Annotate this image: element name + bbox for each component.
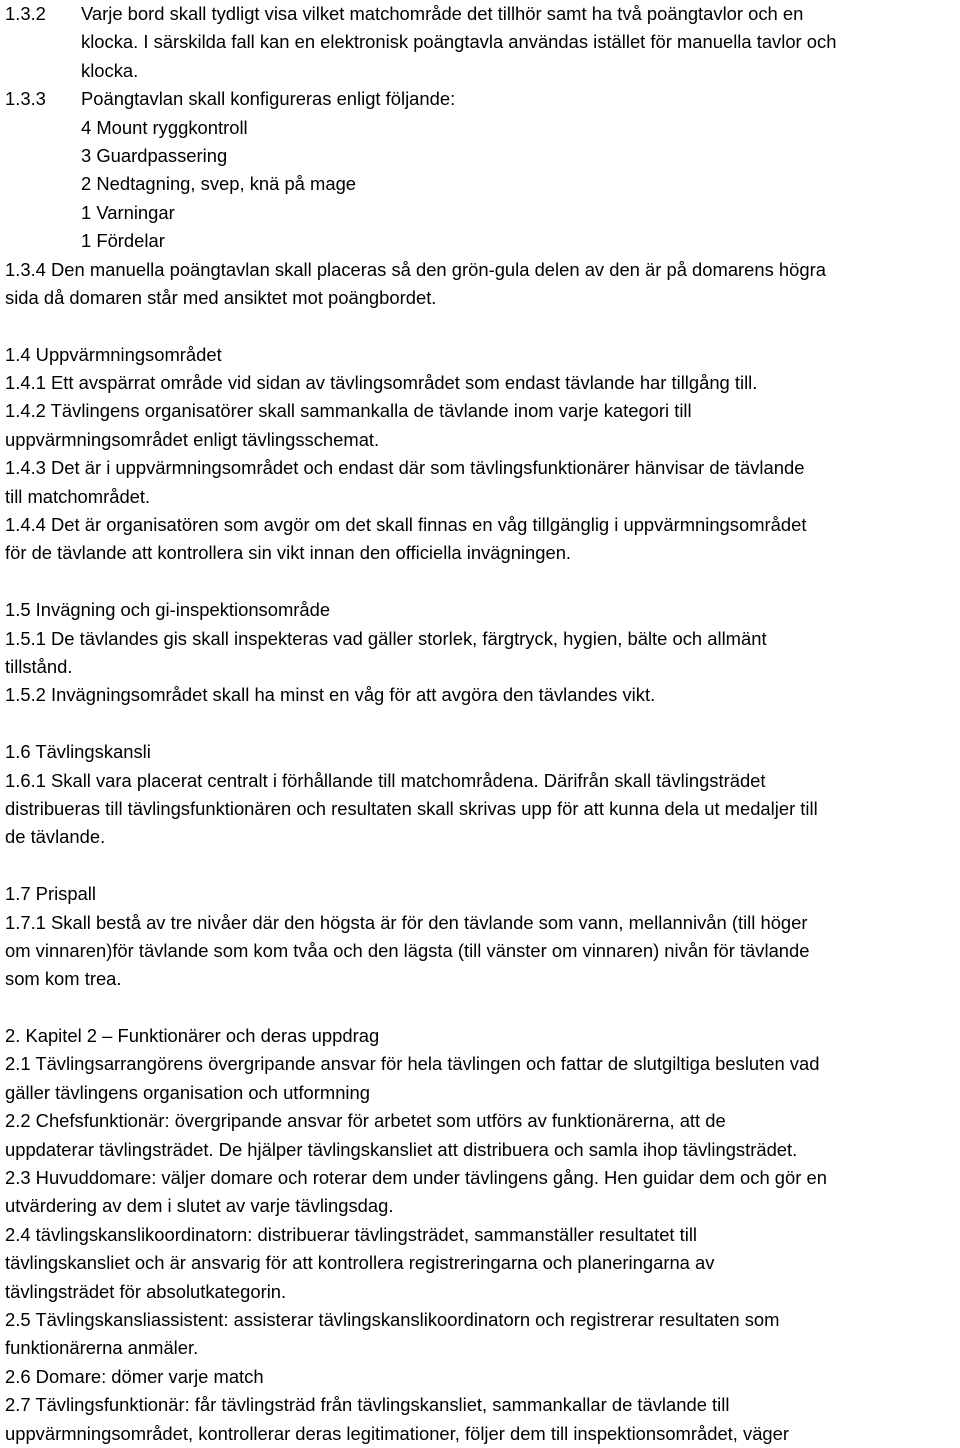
text-line: 1.4.1 Ett avspärrat område vid sidan av tävlingsområdet som endast tävlande har tillgång till. bbox=[5, 372, 758, 394]
text-line: 2.2 Chefsfunktionär: övergripande ansvar för arbetet som utförs av funktionärerna, att de bbox=[5, 1110, 726, 1132]
line-text: Varje bord skall tydligt visa vilket matchområde det tillhör samt ha två poängtavlor och en bbox=[81, 3, 804, 24]
text-line bbox=[5, 170, 955, 198]
text-line bbox=[5, 142, 955, 170]
text-line: 2.5 Tävlingskansliassistent: assisterar tävlingskanslikoordinatorn och registrerar resultaten som bbox=[5, 1308, 780, 1330]
paragraph-spacer bbox=[5, 312, 955, 340]
text-line: sida då domaren står med ansiktet mot poängbordet. bbox=[5, 286, 437, 308]
line-text: 1 Fördelar bbox=[81, 230, 165, 252]
text-line: uppvärmningsområdet enligt tävlingsschemat. bbox=[5, 428, 380, 450]
text-line: 1.4.2 Tävlingens organisatörer skall sammankalla de tävlande inom varje kategori till bbox=[5, 400, 692, 422]
item-number: 1.3.2 bbox=[5, 3, 46, 24]
text-line: 1.3.4 Den manuella poängtavlan skall placeras så den grön-gula delen av den är på domarens högra bbox=[5, 258, 826, 280]
section-heading: 1.6 Tävlingskansli bbox=[5, 741, 151, 763]
text-line: tillstånd. bbox=[5, 655, 73, 677]
text-line: gäller tävlingens organisation och utformning bbox=[5, 1081, 370, 1103]
chapter-heading: 2. Kapitel 2 – Funktionärer och deras uppdrag bbox=[5, 1025, 380, 1047]
section-heading: 1.7 Prispall bbox=[5, 883, 96, 905]
line-text: klocka. bbox=[81, 59, 139, 81]
text-line: tävlingskansliet och är ansvarig för att kontrollera registreringarna och planeringarna av bbox=[5, 1252, 715, 1274]
text-line: de tävlande. bbox=[5, 826, 106, 848]
text-line: 2.3 Huvuddomare: väljer domare och roterar dem under tävlingens gång. Hen guidar dem och gör en bbox=[5, 1167, 827, 1189]
paragraph-spacer bbox=[5, 852, 955, 880]
item-number: 1.3.3 bbox=[5, 88, 46, 110]
document-page bbox=[5, 0, 955, 1448]
text-line: 2.6 Domare: dömer varje match bbox=[5, 1365, 264, 1387]
line-text: Poängtavlan skall konfigureras enligt följande: bbox=[81, 88, 456, 110]
text-line: för de tävlande att kontrollera sin vikt innan den officiella invägningen. bbox=[5, 542, 572, 564]
text-line: 1.7.1 Skall bestå av tre nivåer där den högsta är för den tävlande som vann, mellannivån (till höger bbox=[5, 911, 808, 933]
text-line bbox=[5, 85, 955, 113]
text-line: som kom trea. bbox=[5, 968, 122, 990]
text-line: 1.6.1 Skall vara placerat centralt i förhållande till matchområdena. Därifrån skall tävlingsträdet bbox=[5, 769, 766, 791]
line-text: 4 Mount ryggkontroll bbox=[81, 116, 248, 138]
text-line bbox=[5, 227, 955, 255]
section-heading: 1.4 Uppvärmningsområdet bbox=[5, 343, 222, 365]
paragraph-spacer bbox=[5, 710, 955, 738]
text-line: 1.5.1 De tävlandes gis skall inspekteras vad gäller storlek, färgtryck, hygien, bälte och allmänt bbox=[5, 627, 767, 649]
text-line: uppvärmningsområdet, kontrollerar deras legitimationer, följer dem till inspektionsområdet, väger bbox=[5, 1422, 790, 1444]
line-text: 2 Nedtagning, svep, knä på mage bbox=[81, 173, 357, 195]
text-line: 2.1 Tävlingsarrangörens övergripande ansvar för hela tävlingen och fattar de slutgiltiga besluten vad bbox=[5, 1053, 820, 1075]
text-line: 1.5.2 Invägningsområdet skall ha minst en våg för att avgöra den tävlandes vikt. bbox=[5, 684, 656, 706]
text-line: 2.4 tävlingskanslikoordinatorn: distribuerar tävlingsträdet, sammanställer resultatet till bbox=[5, 1223, 698, 1245]
paragraph-spacer bbox=[5, 994, 955, 1022]
line-text: klocka. I särskilda fall kan en elektronisk poängtavla användas istället för manuella tavlor och bbox=[81, 31, 837, 53]
line-text: 1 Varningar bbox=[81, 201, 175, 223]
text-line: till matchområdet. bbox=[5, 485, 151, 507]
text-line: om vinnaren)för tävlande som kom tvåa och den lägsta (till vänster om vinnaren) nivån för tävlande bbox=[5, 939, 810, 961]
section-heading: 1.5 Invägning och gi-inspektionsområde bbox=[5, 599, 331, 621]
text-line bbox=[5, 114, 955, 142]
text-line bbox=[5, 28, 955, 56]
text-line: uppdaterar tävlingsträdet. De hjälper tävlingskansliet att distribuera och samla ihop tävlingsträdet. bbox=[5, 1138, 798, 1160]
text-line: funktionärerna anmäler. bbox=[5, 1337, 199, 1359]
text-line: 1.4.4 Det är organisatören som avgör om det skall finnas en våg tillgänglig i uppvärmningsområdet bbox=[5, 514, 807, 536]
line-text: 3 Guardpassering bbox=[81, 144, 228, 166]
text-line bbox=[5, 199, 955, 227]
text-line bbox=[5, 0, 955, 28]
text-line bbox=[5, 57, 955, 85]
text-line: utvärdering av dem i slutet av varje tävlingsdag. bbox=[5, 1195, 394, 1217]
paragraph-spacer bbox=[5, 568, 955, 596]
text-line: distribueras till tävlingsfunktionären och resultaten skall skrivas upp för att kunna dela ut medaljer till bbox=[5, 797, 818, 819]
text-line: 2.7 Tävlingsfunktionär: får tävlingsträd från tävlingskansliet, sammankallar de tävlande till bbox=[5, 1394, 730, 1416]
text-line: tävlingsträdet för absolutkategorin. bbox=[5, 1280, 287, 1302]
text-line: 1.4.3 Det är i uppvärmningsområdet och endast där som tävlingsfunktionärer hänvisar de tävlande bbox=[5, 457, 805, 479]
